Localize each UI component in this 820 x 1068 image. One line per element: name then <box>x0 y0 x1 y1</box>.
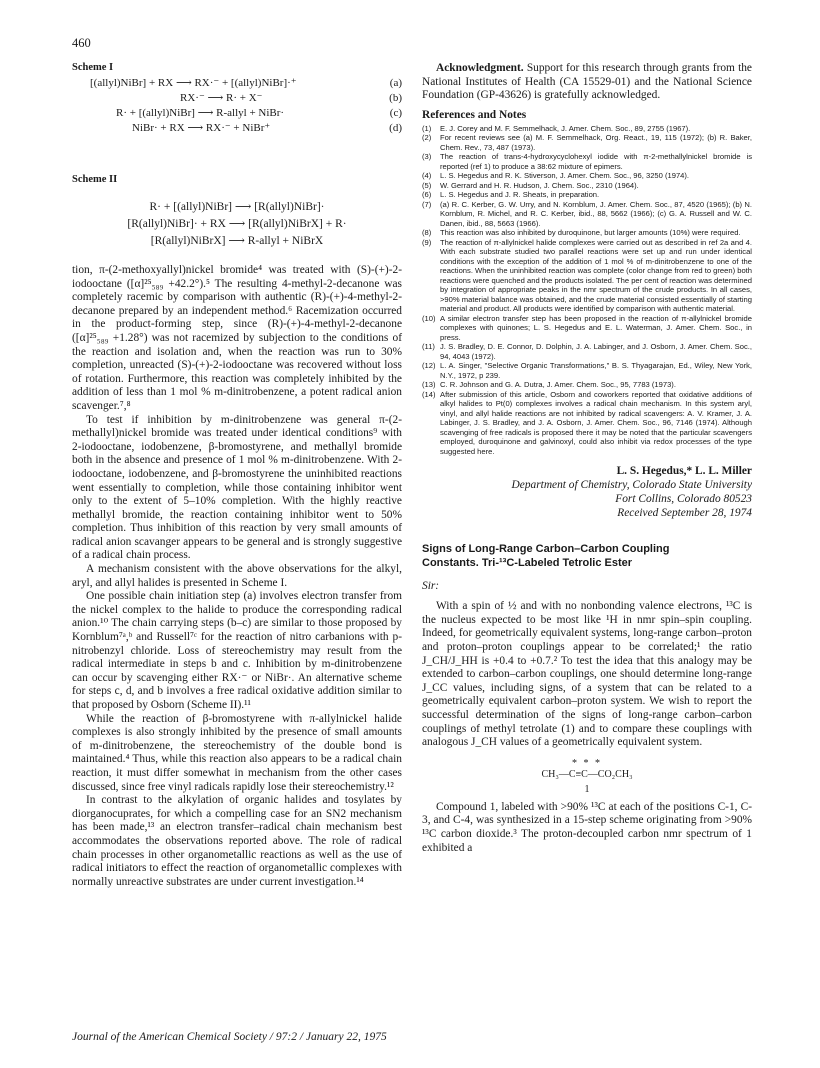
reference-item: (4) L. S. Hegedus and R. K. Stiverson, J. Amer. Chem. Soc., 96, 3250 (1974). <box>422 171 690 181</box>
city: Fort Collins, Colorado 80523 <box>615 493 752 506</box>
reference-item: (5) W. Gerrard and H. R. Hudson, J. Chem. Soc., 2310 (1964). <box>422 180 639 190</box>
article-paragraph: With a spin of ½ and with no nonbonding valence electrons, ¹³C is the nucleus expected to be most like ¹H in nmr spin–spin coupling. Indeed, for geometrically equivalent systems, long-range carbon–proton and proton–proton couplings appear to be correlated;¹ the ratio J_CH/J_HH is +0.4 to +0.7.² To test the idea that this analogy may be extended to carbon–carbon couplings, one should determine long-range J_CC values, including signs, of a system that can be related to a geometrically equivalent carbon–proton system. We wish to report the successful determination of the signs of long-range carbon–carbon couplings of methyl tetrolate (1) and to compare these couplings with analogous J_CH values of a geometrically equivalent system. <box>422 600 752 749</box>
scheme-1-equation: R· + [(allyl)NiBr] ⟶ R-allyl + NiBr· (c) <box>116 107 402 119</box>
reference-item: (6) L. S. Hegedus and J. R. Sheats, in preparation. <box>422 190 600 200</box>
reference-item: (10) A similar electron transfer step has been proposed in the reaction of π-allylnickel bromide complexes with quinones; L. S. Hegedus and E. L. Waterman, J. Amer. Chem. Soc., in press. <box>422 313 752 342</box>
left-column <box>72 62 402 889</box>
reference-item: (9) The reaction of π-allylnickel halide complexes were carried out as described in ref 2a and 4. With each substrate studied two parallel reactions were set up and run under identical conditions with the exception of the addition of 1 mol % of m-dinitrobenzene to one of the reactions. When the uninhibited reaction was complete (color change from red to green) both reactions were quenched and the products isolated. The per cent of reaction was determined by integration of appropriate peaks in the nmr spectrum of the crude products. In all cases, >90% material balance was obtained, and the crude material consisted essentially of starting material and product. All products were identified by comparison with authentic material. <box>422 237 752 314</box>
authors: L. S. Hegedus,* L. L. Miller <box>616 465 752 478</box>
scheme-2-equation: [R(allyl)NiBrX] ⟶ R-allyl + NiBrX <box>150 235 324 247</box>
structure-formula: CH₃—C≡C—CO₂CH₃ <box>541 768 633 780</box>
body-paragraph: One possible chain initiation step (a) involves electron transfer from the nickel complex to the halide to produce the corresponding radical anion.¹⁰ The chain carrying steps (b–c) are similar to those proposed by Kornblum⁷ᵃ,ᵇ and Russell⁷ᶜ for the reaction of nitro carbanions with p-nitrobenzyl chloride. Loss of stereochemistry may result from the radical intermediate in steps b and c. Inhibition by m-dinitrobenzene can occur by scavenging either RX·⁻ or NiBr·. An alternative scheme for steps c, d, and b involves a free radical oxidative addition similar to that proposed by Osborn (Scheme II).¹¹ <box>72 590 402 711</box>
scheme-2 <box>72 199 402 250</box>
reference-item: (1) E. J. Corey and M. F. Semmelhack, J. Amer. Chem. Soc., 89, 2755 (1967). <box>422 123 691 133</box>
right-column <box>422 62 752 855</box>
article-paragraph: Compound 1, labeled with >90% ¹³C at each of the positions C-1, C-3, and C-4, was synthesized in a 15-step scheme originating from >90% ¹³C carbon dioxide.³ The proton-decoupled carbon nmr spectrum of 1 exhibited a <box>422 800 752 854</box>
reference-item: (14) After submission of this article, Osborn and coworkers reported that oxidative additions of alkyl halides to Pt(0) complexes involves a radical chain mechanism. In this system aryl, vinyl, and allyl halide reactions are not inhibited by radical scavengers: A. V. Kramer, J. A. Labinger, J. S. Bradley, and J. A. Osborn, J. Amer. Chem. Soc., 96, 7146 (1974). Although scavenging of free radicals is proposed there it may be noted that the particular scavengers employed, duroquinone and galvinoxyl, could also inhibit via redox processes of the type suggested here. <box>422 389 752 456</box>
scheme-2-equation: [R(allyl)NiBr]· + RX ⟶ [R(allyl)NiBrX] + R· <box>127 218 347 230</box>
reference-item: (13) C. R. Johnson and G. A. Dutra, J. Amer. Chem. Soc., 95, 7783 (1973). <box>422 380 676 390</box>
acknowledgment-text: Support for this research through grants from the National Institutes of Health (CA 15529-01) and the National Science Foundation (GP-43626) is gratefully acknowledged. <box>422 62 752 102</box>
chemical-structure <box>422 758 752 795</box>
reference-item: (11) J. S. Bradley, D. E. Connor, D. Dolphin, J. A. Labinger, and J. Osborn, J. Amer. Chem. Soc., 94, 4043 (1972). <box>422 342 752 361</box>
scheme-1-title: Scheme I <box>72 62 114 73</box>
scheme-1 <box>72 76 402 136</box>
scheme-1-equation: [(allyl)NiBr] + RX ⟶ RX·⁻ + [(allyl)NiBr]·⁺ (a) <box>90 77 402 89</box>
journal-footer: Journal of the American Chemical Society / 97:2 / January 22, 1975 <box>72 1031 387 1043</box>
scheme-1-equation: NiBr· + RX ⟶ RX·⁻ + NiBr⁺ (d) <box>132 122 402 134</box>
author-signature <box>422 464 752 520</box>
received-date: Received September 28, 1974 <box>617 507 752 520</box>
reference-item: (2) For recent reviews see (a) M. F. Semmelhack, Org. React., 19, 115 (1972); (b) R. Baker, Chem. Rev., 73, 487 (1973). <box>422 133 752 152</box>
scheme-1-equation: RX·⁻ ⟶ R· + X⁻ (b) <box>180 92 402 104</box>
scheme-2-title: Scheme II <box>72 174 118 185</box>
reference-item: (7) (a) R. C. Kerber, G. W. Urry, and N. Kornblum, J. Amer. Chem. Soc., 87, 4520 (1965); (b) N. Kornblum, R. Michel, and R. C. Kerber, ibid., 88, 5662 (1966); (c) G. A. Russell and W. C. Danen, ibid., 88, 5663 (1966). <box>422 199 752 228</box>
compound-label: 1 <box>584 783 590 795</box>
acknowledgment-label: Acknowledgment. <box>436 62 524 74</box>
article-title: Signs of Long-Range Carbon–Carbon Coupling Constants. Tri-¹³C-Labeled Tetrolic Ester <box>422 543 670 570</box>
department: Department of Chemistry, Colorado State University <box>511 479 752 492</box>
references-list <box>422 124 752 457</box>
body-paragraph: While the reaction of β-bromostyrene with π-allylnickel halide complexes is also strongly inhibited by the presence of small amounts of m-dinitrobenzene, the stereochemistry of the double bond is maintained.⁴ Thus, while this reaction also appears to be a radical chain reaction, it must differ somewhat in mechanism from the other cases discussed, since free vinyl radicals rapidly lose their stereochemistry.¹² <box>72 712 402 793</box>
body-paragraph: To test if inhibition by m-dinitrobenzene was general π-(2-methallyl)nickel bromide was treated under identical conditions⁹ with 2-iodooctane, iodobenzene, β-bromostyrene, and methallyl bromide both in the absence and presence of 1 mol % m-dinitrobenzene. With 2-iodooctane, iodobenzene, and β-bromostyrene the uninhibited reactions went essentially to completion, while those containing inhibitor went only to the extent of 5–10% completion. With the highly reactive methallyl bromide, the reaction containing inhibitor went to 50% completion. Thus inhibition of this reaction by very small amounts of radical anion scavanger appears to be general and is strongly suggestive of a radical chain process. <box>72 413 402 562</box>
scheme-2-equation: R· + [(allyl)NiBr] ⟶ [R(allyl)NiBr]· <box>149 201 325 213</box>
reference-item: (3) The reaction of trans-4-hydroxycyclohexyl iodide with π-2-methallylnickel bromide is reported (ref 1) to produce a 38:62 mixture of epimers. <box>422 152 752 171</box>
acknowledgment <box>422 62 752 103</box>
body-paragraph: A mechanism consistent with the above observations for the alkyl, aryl, and allyl halides is presented in Scheme I. <box>72 563 402 589</box>
label-marks: * * * <box>572 757 602 769</box>
salutation: Sir: <box>422 580 440 593</box>
references-heading: References and Notes <box>422 108 527 121</box>
body-paragraph: tion, π-(2-methoxyallyl)nickel bromide⁴ was treated with (S)-(+)-2-iodooctane ([α]²⁵₅₈₉ +42.2°).⁵ The resulting 4-methyl-2-decanone was completely racemic by comparison with authentic (R)-(+)-4-methyl-2-decanone prepared by an independent method.⁶ Racemization occurred in the product-forming step, since (R)-(+)-4-methyl-2-decanone ([α]²⁵₅₈₉ +1.28°) was not racemized by subjection to the conditions of the reaction and isolation and, when the reaction was run to 30% completion, unreacted (S)-(+)-2-iodooctane was recovered without loss of rotation. Furthermore, this reaction was completely inhibited by the addition of less than 1 mol % m-dinitrobenzene, a potent radical anion scavenger.⁷,⁸ <box>72 264 402 412</box>
reference-item: (12) L. A. Singer, "Selective Organic Transformations," B. S. Thyagarajan, Ed., Wiley, New York, N.Y., 1972, p 239. <box>422 361 752 380</box>
page-number: 460 <box>72 36 91 50</box>
reference-item: (8) This reaction was also inhibited by duroquinone, but larger amounts (10%) were required. <box>422 228 741 238</box>
body-paragraph: In contrast to the alkylation of organic halides and tosylates by diorganocuprates, for which a compelling case for an SN2 mechanism has been made,¹³ an electron transfer–radical chain mechanism best accommodates the observations reported above. The role of radical chain processes in other organometallic reactions as well as the use of radical initiators to effect the reaction of organometallic complexes with normally unreactive substrates are under current investigation.¹⁴ <box>72 794 402 888</box>
